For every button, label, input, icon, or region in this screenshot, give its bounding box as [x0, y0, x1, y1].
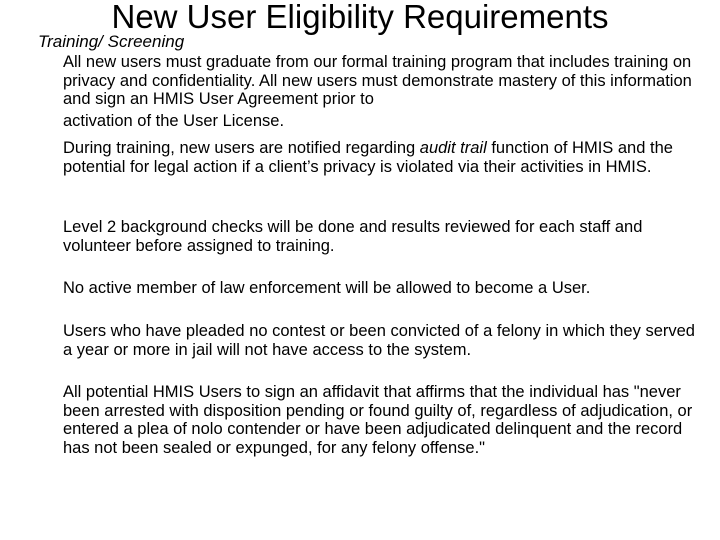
- section-subtitle: Training/ Screening: [38, 32, 185, 51]
- page-title: New User Eligibility Requirements: [111, 0, 609, 35]
- paragraph-text: activation of the User License.: [63, 111, 285, 130]
- paragraph-text: During training, new users are notified regarding: [63, 139, 420, 157]
- paragraph-affidavit: All potential HMIS Users to sign an affidavit that affirms that the individual has "never been arrested with disposition pending or found guilty of, regardless of adjudication, or entered a plea of nolo contender or have been adjudicated delinquent and the record has not been sealed or expunged, for any felony offense.": [63, 383, 693, 457]
- paragraph-background-checks: Level 2 background checks will be done and results reviewed for each staff and volunteer before assigned to training.: [63, 218, 643, 255]
- emphasis-audit-trail: audit trail: [419, 139, 487, 157]
- paragraph-felony-conviction: Users who have pleaded no contest or been convicted of a felony in which they served a year or more in jail will not have access to the system.: [63, 322, 695, 359]
- paragraph-text: All new users must graduate from our formal training program that includes training on privacy and confidentiality. All new users must demonstrate mastery of this information and sign an HMIS User Agreement prior to: [63, 53, 692, 108]
- paragraph-law-enforcement: No active member of law enforcement will be allowed to become a User.: [63, 279, 591, 297]
- paragraph-training-requirement: [63, 53, 703, 130]
- paragraph-text: function of HMIS and the potential for legal action if a client’s privacy is violated via their activities in HMIS.: [63, 139, 673, 176]
- paragraph-audit-trail: [63, 139, 703, 176]
